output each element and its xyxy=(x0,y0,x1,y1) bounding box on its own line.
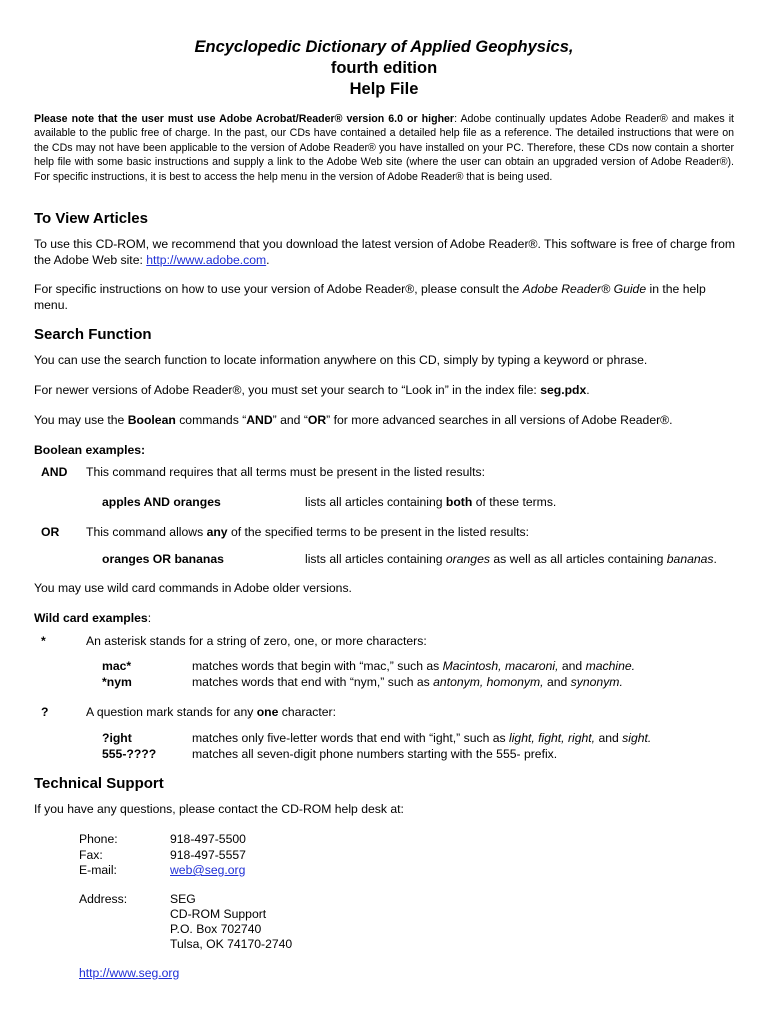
oe-e: . xyxy=(713,552,717,566)
and-description: This command requires that all terms must be present in the listed results: xyxy=(86,465,485,479)
and-key: AND xyxy=(41,465,68,479)
or-example: oranges OR bananas xyxy=(102,552,224,566)
q-c: character: xyxy=(278,705,336,719)
index-file-name: seg.pdx xyxy=(540,383,587,397)
phone-pattern-example: 555-???? xyxy=(102,747,157,761)
oe-c: as well as all articles containing xyxy=(489,552,667,566)
or-key: OR xyxy=(41,525,60,539)
n-c: and xyxy=(543,675,571,689)
s3e: ” and “ xyxy=(272,413,308,427)
asterisk-description: An asterisk stands for a string of zero, one, or more characters: xyxy=(86,634,427,648)
heading-view-articles: To View Articles xyxy=(34,210,148,227)
email-label: E-mail: xyxy=(79,863,117,877)
address-line-2: CD-ROM Support xyxy=(170,907,267,921)
view-p1-end: . xyxy=(266,253,270,267)
adobe-link[interactable]: http://www.adobe.com xyxy=(146,253,267,267)
od-b: any xyxy=(206,525,228,539)
view-p2-text: For specific instructions on how to use your version of Adobe Reader®, please consult the xyxy=(34,282,523,296)
search-paragraph-3 xyxy=(34,412,736,428)
ight-example-desc xyxy=(192,730,651,746)
i-a: matches only five-letter words that end with “ight,” such as xyxy=(192,731,510,745)
title-line-1: Encyclopedic Dictionary of Applied Geophysics, xyxy=(194,38,574,56)
i-c: and xyxy=(595,731,623,745)
i-b: light, fight, right, xyxy=(509,731,596,745)
m-d: machine. xyxy=(585,659,636,673)
and-example-desc xyxy=(305,494,556,510)
view-p1-text: To use this CD-ROM, we recommend that you download the latest version of Adobe Reader®. This software is free of charge from the Adobe Web site: xyxy=(34,237,736,267)
view-paragraph-1 xyxy=(34,236,736,268)
q-a: A question mark stands for any xyxy=(86,705,257,719)
n-b: antonym, homonym, xyxy=(433,675,544,689)
or-description xyxy=(86,524,529,540)
search-paragraph-2 xyxy=(34,382,736,398)
search-p2-end: . xyxy=(586,383,590,397)
ae-a: lists all articles containing xyxy=(305,495,446,509)
oe-a: lists all articles containing xyxy=(305,552,446,566)
oe-b: oranges xyxy=(445,552,490,566)
phone-value: 918-497-5500 xyxy=(170,832,246,846)
document-title xyxy=(0,0,768,100)
version-note-text: : Adobe continually updates Adobe Reader® and makes it available to the public free of charge. In the past, our CDs have contained a detailed help file as a reference. The detailed instructions that were on the CDs may not have been applicable to the version of Adobe Reader® you have installed on your PC. Therefore, these CDs now contain a shorter help file with some basic instructions and supply a link to the Adobe Web site (where the user can obtain an upgraded version of Adobe Reader®). For specific instructions, it is best to access the help menu in the version of Adobe Reader® that is being used. xyxy=(34,113,734,183)
m-a: matches words that begin with “mac,” such as xyxy=(192,659,443,673)
wild-heading-bold: Wild card examples xyxy=(34,611,148,625)
ae-c: of these terms. xyxy=(472,495,557,509)
m-c: and xyxy=(558,659,586,673)
s3g: ” for more advanced searches in all versions of Adobe Reader®. xyxy=(326,413,673,427)
address-line-1: SEG xyxy=(170,892,196,906)
nym-example-desc xyxy=(192,674,623,690)
phone-label: Phone: xyxy=(79,832,118,846)
address-line-3: P.O. Box 702740 xyxy=(170,922,262,936)
od-a: This command allows xyxy=(86,525,207,539)
n-d: synonym. xyxy=(570,675,623,689)
phone-pattern-desc: matches all seven-digit phone numbers starting with the 555- prefix. xyxy=(192,747,558,761)
question-description xyxy=(86,704,336,720)
m-b: Macintosh, macaroni, xyxy=(442,659,559,673)
heading-search-function: Search Function xyxy=(34,326,152,343)
n-a: matches words that end with “nym,” such as xyxy=(192,675,434,689)
asterisk-key: * xyxy=(41,634,46,648)
or-example-desc xyxy=(305,551,717,567)
i-d: sight. xyxy=(622,731,652,745)
title-line-3: Help File xyxy=(349,80,419,98)
view-paragraph-2 xyxy=(34,281,736,313)
search-paragraph-1: You can use the search function to locate information anywhere on this CD, simply by typing a keyword or phrase. xyxy=(34,353,648,367)
wildcard-examples-heading xyxy=(34,610,736,626)
nym-example: *nym xyxy=(102,675,132,689)
heading-technical-support: Technical Support xyxy=(34,775,164,792)
fax-label: Fax: xyxy=(79,848,103,862)
address-line-4: Tulsa, OK 74170-2740 xyxy=(170,937,293,951)
oe-d: bananas xyxy=(666,552,714,566)
search-p2-text: For newer versions of Adobe Reader®, you must set your search to “Look in” in the index file: xyxy=(34,383,541,397)
ight-example: ?ight xyxy=(102,731,132,745)
email-link[interactable]: web@seg.org xyxy=(170,863,246,877)
title-line-2: fourth edition xyxy=(330,59,438,77)
wild-colon: : xyxy=(147,611,152,625)
q-b: one xyxy=(256,705,279,719)
support-intro: If you have any questions, please contact the CD-ROM help desk at: xyxy=(34,802,404,816)
mac-example-desc xyxy=(192,658,635,674)
s3f: OR xyxy=(307,413,327,427)
s3c: commands “ xyxy=(175,413,247,427)
boolean-examples-heading: Boolean examples: xyxy=(34,443,146,457)
question-key: ? xyxy=(41,705,49,719)
address-label: Address: xyxy=(79,892,128,906)
s3a: You may use the xyxy=(34,413,128,427)
seg-website-link[interactable]: http://www.seg.org xyxy=(79,966,180,980)
s3d: AND xyxy=(246,413,273,427)
and-example: apples AND oranges xyxy=(102,495,221,509)
reader-guide-title: Adobe Reader® Guide xyxy=(522,282,647,296)
version-note xyxy=(34,112,734,184)
od-c: of the specified terms to be present in the listed results: xyxy=(227,525,530,539)
s3b: Boolean xyxy=(127,413,176,427)
version-note-bold: Please note that the user must use Adobe Acrobat/Reader® version 6.0 or higher xyxy=(34,113,455,125)
view-p2-end: in the help menu. xyxy=(34,282,706,312)
wildcard-intro: You may use wild card commands in Adobe older versions. xyxy=(34,581,352,595)
mac-example: mac* xyxy=(102,659,132,673)
fax-value: 918-497-5557 xyxy=(170,848,246,862)
ae-b: both xyxy=(445,495,473,509)
